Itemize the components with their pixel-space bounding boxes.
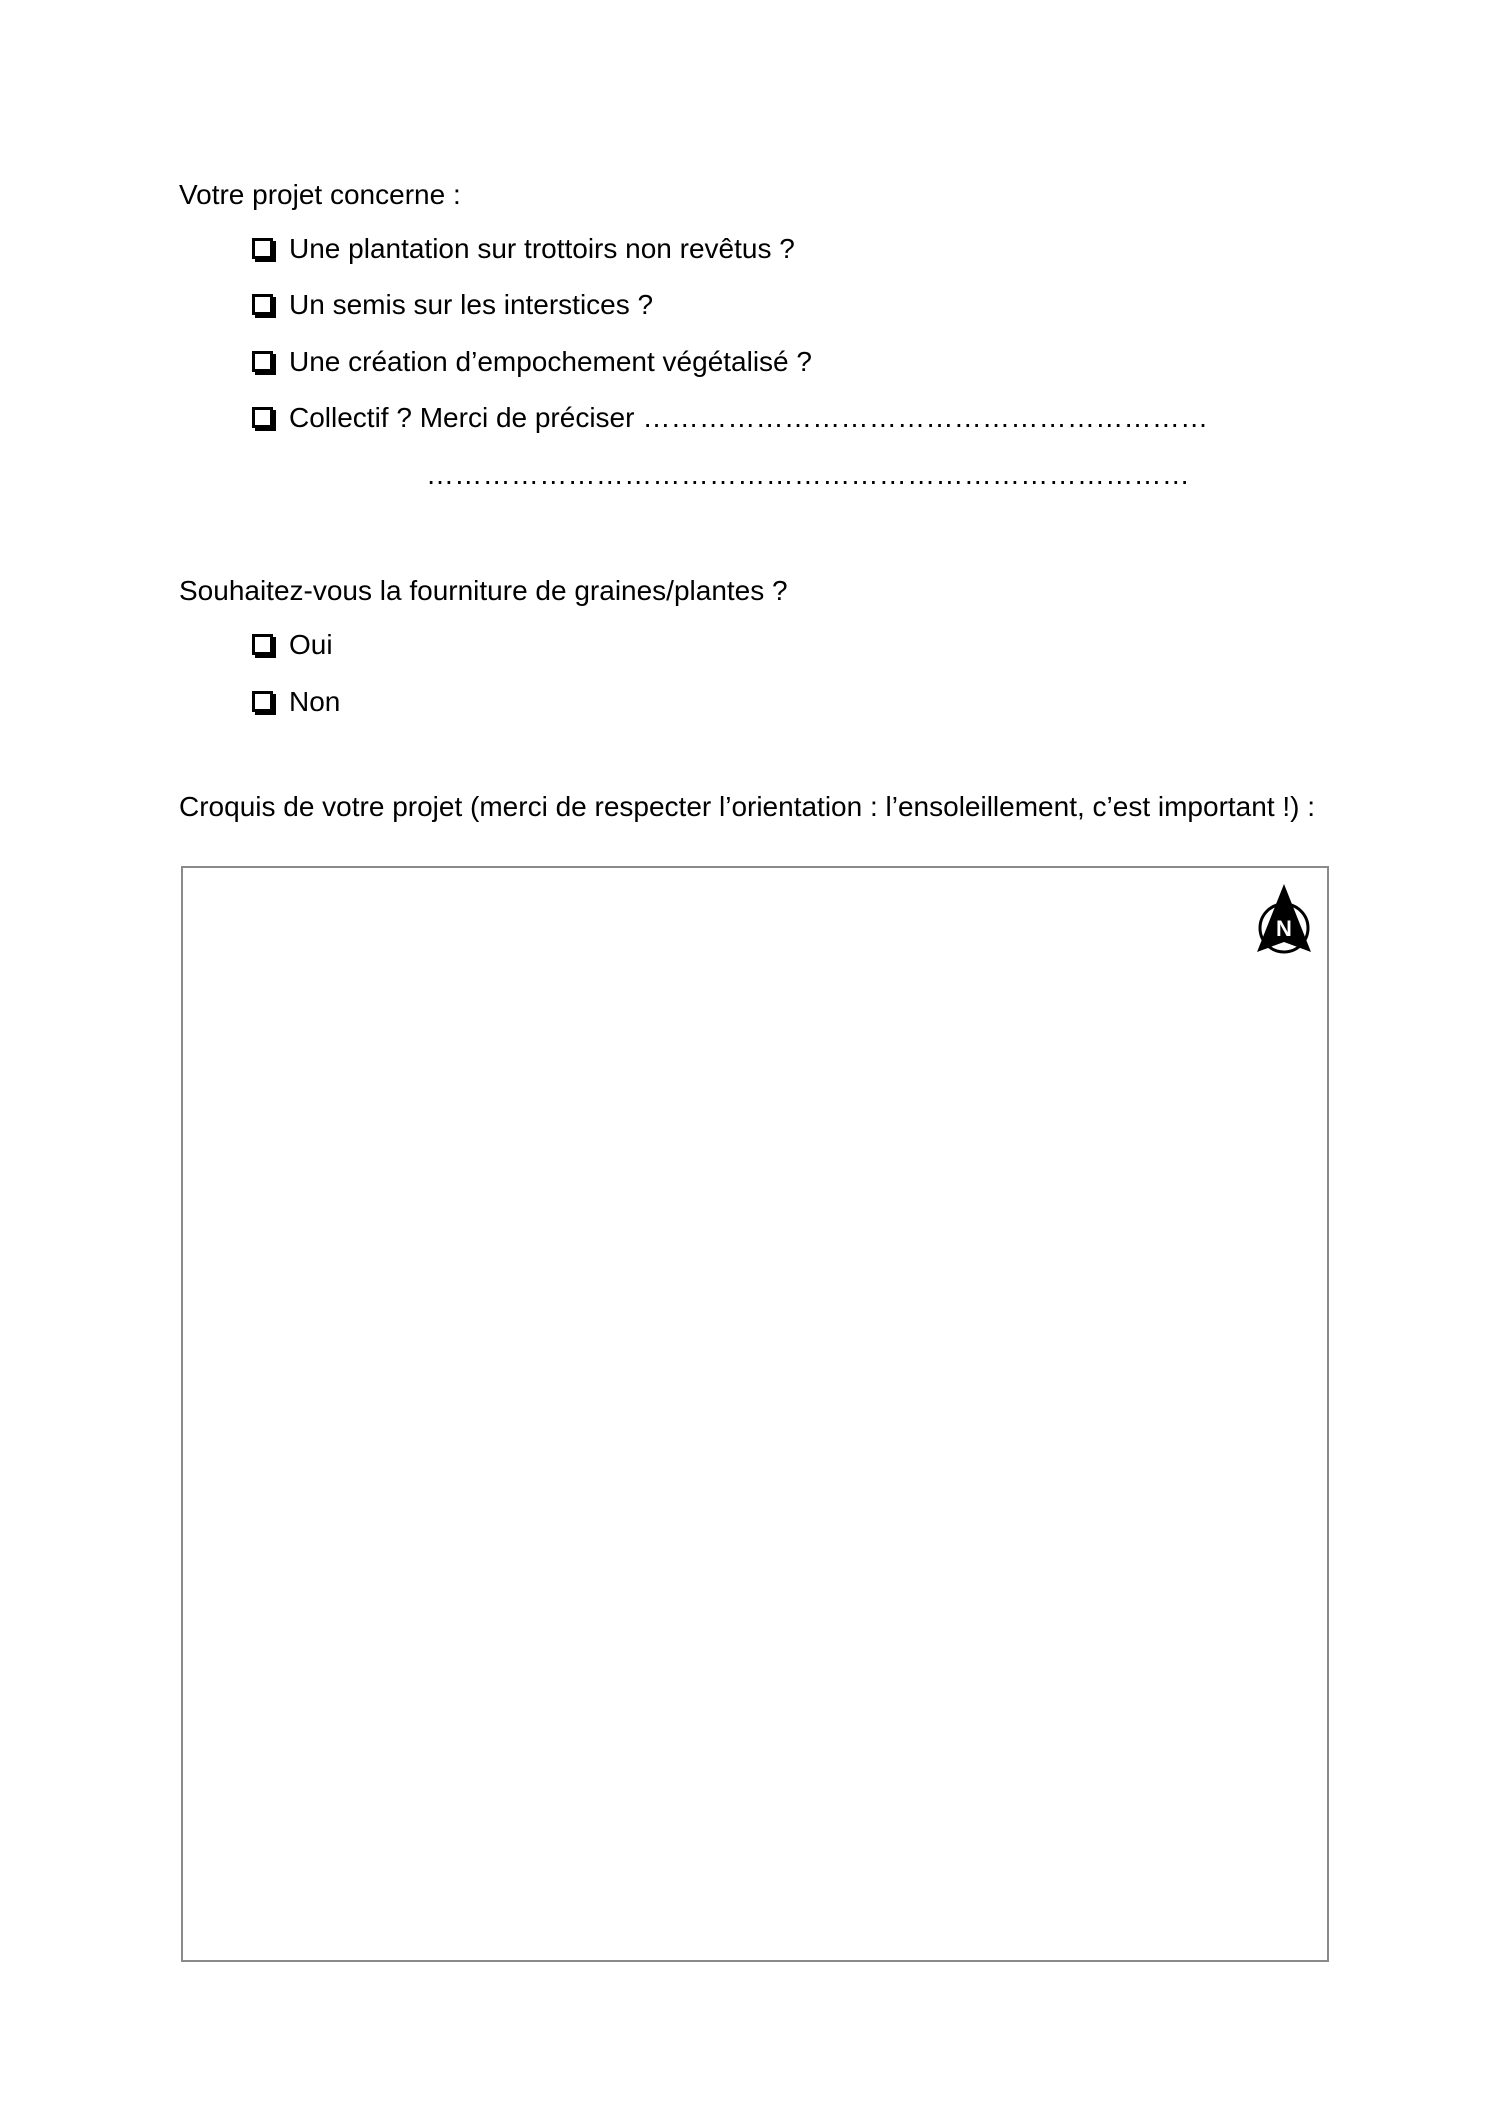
- fill-line[interactable]: ……………………………………………………: [642, 402, 1209, 433]
- option-collectif[interactable]: [252, 401, 1208, 435]
- sketch-label: Croquis de votre projet (merci de respecter l’orientation : l’ensoleillement, c’est important !) :: [179, 791, 1316, 822]
- compass-letter: N: [1276, 916, 1292, 941]
- option-interstices[interactable]: [252, 288, 653, 322]
- checkbox-icon[interactable]: [252, 238, 273, 259]
- fill-line[interactable]: ………………………………………………………………………: [426, 459, 1191, 490]
- seeds-question: Souhaitez-vous la fourniture de graines/plantes ?: [179, 575, 788, 606]
- option-label: Oui: [289, 629, 333, 660]
- option-label: Non: [289, 686, 341, 717]
- north-arrow-icon: [1255, 882, 1313, 958]
- option-empochement[interactable]: [252, 345, 812, 379]
- option-trottoirs[interactable]: [252, 232, 795, 266]
- option-label: Un semis sur les interstices ?: [289, 289, 654, 320]
- checkbox-icon[interactable]: [252, 351, 273, 372]
- option-label: Une création d’empochement végétalisé ?: [289, 346, 812, 377]
- checkbox-icon[interactable]: [252, 294, 273, 315]
- checkbox-icon[interactable]: [252, 407, 273, 428]
- checkbox-icon[interactable]: [252, 634, 273, 655]
- option-oui[interactable]: [252, 628, 333, 662]
- option-non[interactable]: [252, 685, 340, 719]
- option-label: Collectif ? Merci de préciser: [289, 402, 635, 433]
- option-label: Une plantation sur trottoirs non revêtus ?: [289, 233, 795, 264]
- sketch-area[interactable]: [181, 866, 1329, 1962]
- checkbox-icon[interactable]: [252, 691, 273, 712]
- project-question: Votre projet concerne :: [179, 179, 461, 210]
